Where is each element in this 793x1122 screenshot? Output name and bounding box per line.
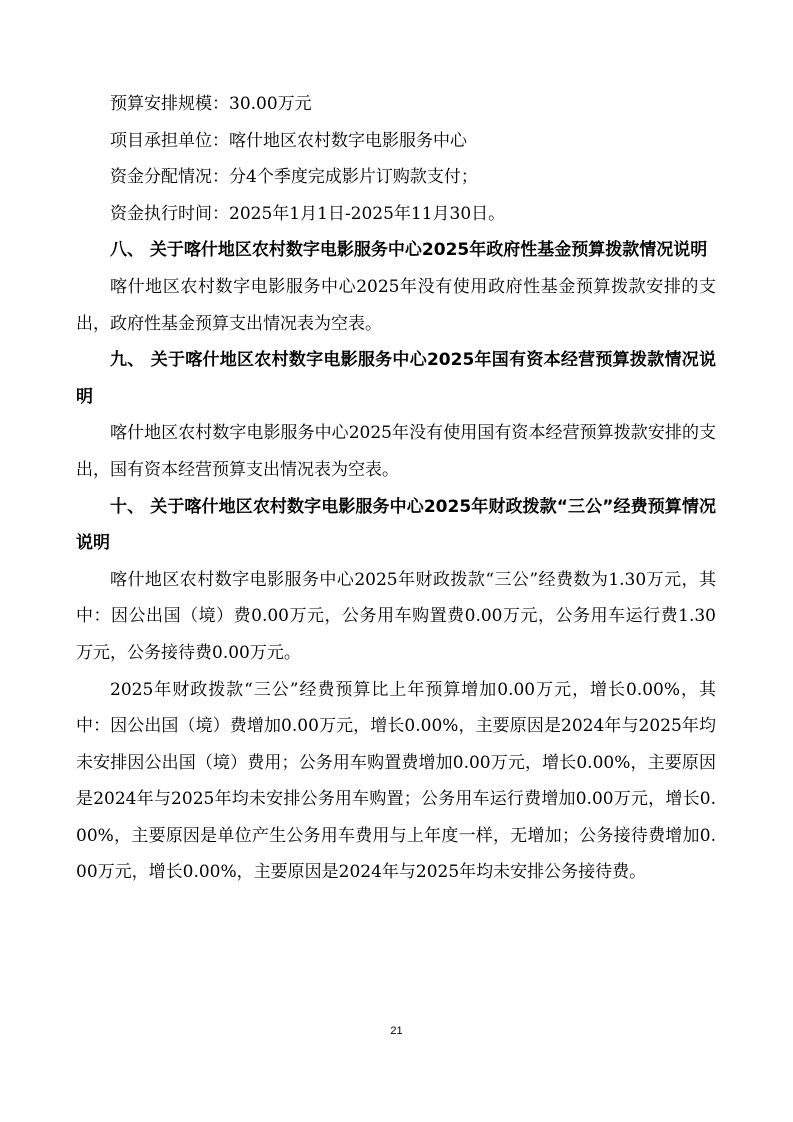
section-8-body: 喀什地区农村数字电影服务中心2025年没有使用政府性基金预算拨款安排的支出，政府性基金预算支出情况表为空表。 bbox=[76, 276, 716, 334]
section-9-body: 喀什地区农村数字电影服务中心2025年没有使用国有资本经营预算拨款安排的支出，国有资本经营预算支出情况表为空表。 bbox=[76, 423, 716, 480]
fund-allocation-line: 资金分配情况：分4个季度完成影片订购款支付； bbox=[110, 167, 478, 188]
document-body bbox=[76, 86, 716, 891]
budget-scale-line: 预算安排规模：30.00万元 bbox=[110, 94, 312, 114]
section-heading-8: 八、 关于喀什地区农村数字电影服务中心2025年政府性基金预算拨款情况说明 bbox=[110, 240, 708, 261]
section-heading-9: 九、 关于喀什地区农村数字电影服务中心2025年国有资本经营预算拨款情况说明 bbox=[76, 350, 716, 407]
fund-execution-time-line: 资金执行时间：2025年1月1日-2025年11月30日。 bbox=[110, 203, 506, 224]
page-number: 21 bbox=[390, 1025, 403, 1037]
section-heading-10: 十、 关于喀什地区农村数字电影服务中心2025年财政拨款“三公”经费预算情况说明 bbox=[76, 496, 716, 554]
section-10-body-2: 2025年财政拨款“三公”经费预算比上年预算增加0.00万元，增长0.00%，其中：因公出国（境）费增加0.00万元，增长0.00%，主要原因是2024年与2025年均未安排因公出国（境）费用；公务用车购置费增加0.00万元，增长0.00%，主要原因是2024年与2025年均未安排公务用车购置；公务用车运行费增加0.00万元，增长0.00%，主要原因是单位产生公务用车费用与上年度一样，无增加；公务接待费增加0.00万元，增长0.00%，主要原因是2024年与2025年均未安排公务接待费。 bbox=[76, 679, 716, 883]
section-10-body-1: 喀什地区农村数字电影服务中心2025年财政拨款“三公”经费数为1.30万元，其中：因公出国（境）费0.00万元，公务用车购置费0.00万元，公务用车运行费1.30万元，公务接待费0.00万元。 bbox=[76, 569, 716, 663]
project-unit-line: 项目承担单位：喀什地区农村数字电影服务中心 bbox=[110, 130, 467, 151]
